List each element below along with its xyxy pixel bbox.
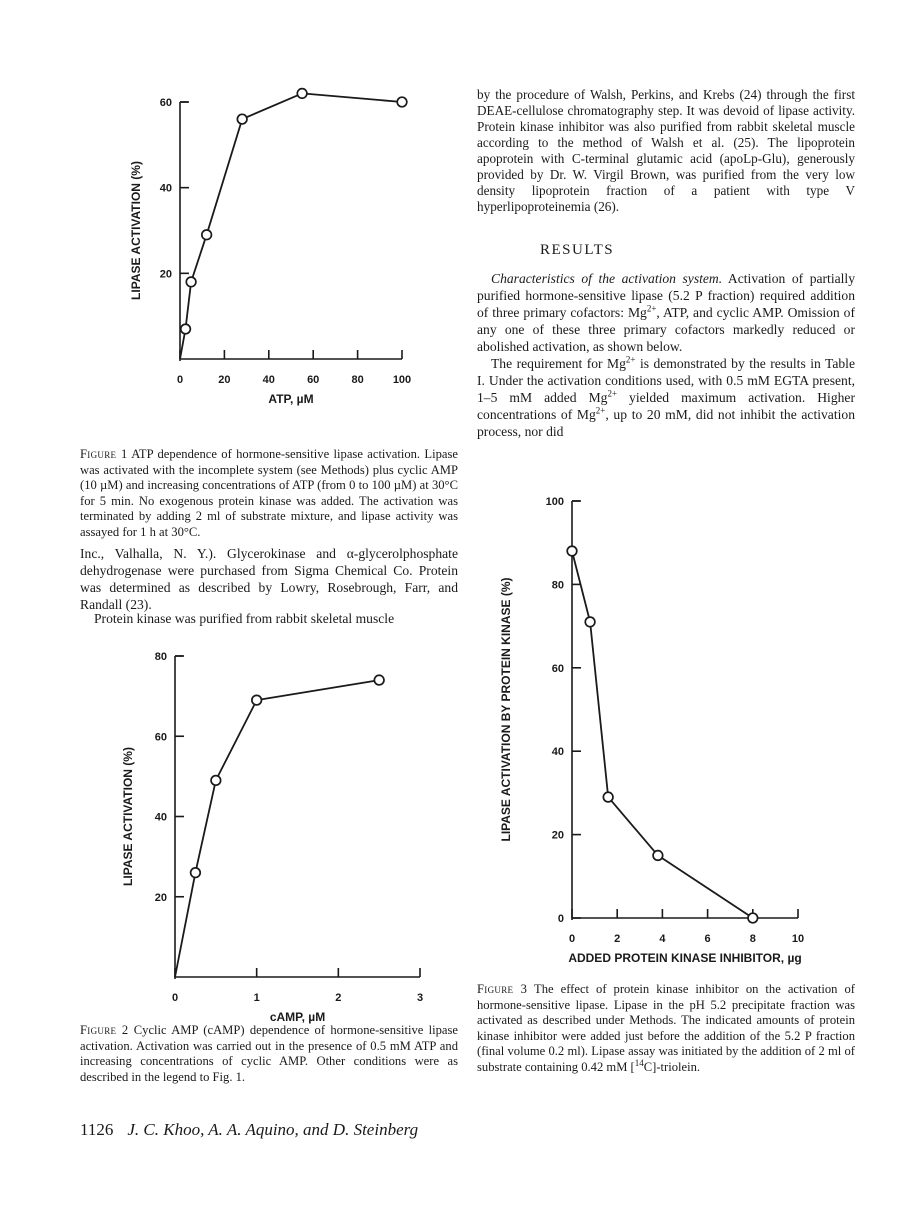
data-point [603, 792, 613, 802]
y-axis-label: LIPASE ACTIVATION (%) [121, 747, 135, 886]
x-tick-label: 0 [171, 992, 179, 1004]
right-paragraph-1: by the procedure of Walsh, Perkins, and Krebs (24) through the first DEAE-cellulose chromatography step. It was devoid of lipase activity. Protein kinase inhibitor was also purified from rabbit skeletal muscle according to the method of Walsh et al. (25). The lipoprotein apoprotein with C-terminal glutamic acid (apoLp-Glu), generously provided by Dr. W. Virgil Brown, was purified from the very low density lipoprotein fraction of a patient with type V hyperlipoproteinemia (26). [477, 87, 855, 214]
x-tick-label: 60 [307, 374, 320, 386]
x-tick-label: 20 [218, 374, 231, 386]
figure-1-plot [129, 89, 411, 406]
results-paragraph-1 [477, 270, 855, 355]
y-tick-label: 40 [551, 746, 564, 759]
results-paragraph-2-text-d: , up to 20 mM, did not inhibit the activation process, nor did [477, 407, 855, 439]
data-point [186, 277, 196, 287]
figure-1-chart [120, 82, 440, 406]
results-paragraph-2-text-b: is demonstrated by the results in Table I. Under the activation conditions used, with 0.5 mM EGTA present, 1–5 mM added Mg [477, 356, 855, 405]
x-tick-label: 2 [614, 933, 621, 945]
results-run-head: Characteristics of the activation system. [491, 271, 723, 286]
y-tick-label: 40 [159, 182, 172, 195]
results-paragraph-1-text-a: Activation of partially purified hormone-sensitive lipase (5.2 P fraction) required addition of three primary cofactors: Mg [477, 271, 855, 320]
data-point [297, 89, 307, 99]
x-tick-label: 8 [749, 933, 756, 945]
y-tick-label: 100 [545, 496, 564, 508]
results-paragraph-2-text-a: The requirement for Mg [491, 356, 626, 371]
figure-3-caption-text-a: The effect of protein kinase inhibitor on the activation of hormone-sensitive lipase. Lipase in the pH 5.2 precipitate fraction was activated as described under Methods. The indicated amounts of protein kinase inhibitor were added just before the addition of the 5.2 P fraction (final volume 0.2 ml). Lipase assay was initiated by the addition of 2 ml of substrate containing 0.42 mM [ [477, 982, 855, 1074]
figure-1-label: Figure 1 [80, 447, 128, 461]
y-tick-label: 20 [159, 268, 172, 281]
series-line [572, 551, 753, 918]
figure-2-plot [121, 651, 423, 1024]
results-heading: RESULTS [540, 242, 615, 258]
superscript: 2+ [646, 303, 657, 314]
data-point [567, 546, 577, 556]
y-tick-label: 20 [154, 891, 167, 904]
left-paragraph-1: Inc., Valhalla, N. Y.). Glycerokinase and α-glycerolphosphate dehydrogenase were purchased from Sigma Chemical Co. Protein was determined as described by Lowry, Rosebrough, Farr, and Randall (23). [80, 546, 458, 612]
x-tick-label: 1 [253, 992, 260, 1004]
figure-3-caption [477, 982, 855, 1075]
data-point [252, 695, 262, 705]
data-point [211, 776, 221, 786]
y-axis-label: LIPASE ACTIVATION BY PROTEIN KINASE (%) [499, 577, 513, 842]
y-axis-label: LIPASE ACTIVATION (%) [129, 161, 143, 300]
data-point [374, 675, 384, 685]
x-tick-label: 4 [659, 933, 666, 945]
y-tick-label: 80 [551, 579, 564, 592]
figure-2-chart [110, 645, 440, 1024]
figure-3-chart [490, 488, 830, 978]
superscript: 2+ [607, 388, 618, 399]
data-point [237, 114, 247, 124]
left-paragraph-2: Protein kinase was purified from rabbit skeletal muscle [94, 611, 395, 626]
figure-2-caption [80, 1023, 458, 1085]
x-tick-label: 3 [416, 992, 424, 1004]
data-point [181, 324, 191, 334]
x-tick-label: 2 [335, 992, 342, 1004]
results-paragraph-2 [477, 355, 855, 440]
y-tick-label: 60 [551, 662, 564, 675]
y-tick-label: 60 [159, 97, 172, 109]
author-line: J. C. Khoo, A. A. Aquino, and D. Steinberg [127, 1120, 419, 1139]
x-axis-label: ADDED PROTEIN KINASE INHIBITOR, µg [568, 951, 802, 965]
y-tick-label: 20 [551, 829, 564, 842]
x-tick-label: 6 [704, 933, 711, 945]
results-paragraph-1-text-b: , ATP, and cyclic AMP. Omission of any one of these three primary cofactors markedly reduced or abolished activation, as shown below. [477, 305, 856, 354]
y-tick-label: 60 [154, 731, 167, 744]
isotope-superscript: 14 [634, 1057, 644, 1068]
x-axis-label: ATP, µM [268, 392, 314, 406]
page-footer [80, 1120, 418, 1140]
x-tick-label: 100 [392, 374, 412, 386]
x-tick-label: 40 [262, 374, 275, 386]
figure-1-caption [80, 447, 458, 540]
x-tick-label: 0 [568, 933, 576, 945]
figure-2-label: Figure 2 [80, 1023, 129, 1037]
data-point [202, 230, 212, 240]
figure-3-caption-text-b: C]-triolein. [643, 1059, 701, 1074]
data-point [191, 868, 201, 878]
page-number: 1126 [80, 1120, 114, 1139]
x-axis-label: cAMP, µM [269, 1010, 326, 1024]
series-line [180, 93, 402, 359]
y-tick-label: 40 [154, 811, 167, 824]
figure-2-caption-text: Cyclic AMP (cAMP) dependence of hormone-sensitive lipase activation. Activation was carried out in the presence of 0.5 mM ATP and increasing concentrations of cyclic AMP. Other conditions were as described in the legend to Fig. 1. [80, 1023, 458, 1084]
figure-3-plot [499, 496, 804, 965]
data-point [653, 851, 663, 861]
x-tick-label: 80 [351, 374, 364, 386]
series-line [175, 680, 379, 977]
superscript: 2+ [625, 354, 636, 365]
data-point [748, 913, 758, 923]
data-point [585, 617, 595, 627]
x-tick-label: 0 [176, 374, 184, 386]
y-tick-label: 80 [154, 651, 167, 663]
figure-1-caption-text: ATP dependence of hormone-sensitive lipase activation. Lipase was activated with the incomplete system (see Methods) plus cyclic AMP (10 µM) and increasing concentrations of ATP (from 0 to 100 µM) at 30°C for 5 min. No exogenous protein kinase was added. The activation was terminated by adding 2 ml of substrate mixture, and lipase activity was assayed for 1 h at 30°C. [80, 447, 458, 539]
figure-3-label: Figure 3 [477, 982, 528, 996]
data-point [397, 97, 407, 107]
results-paragraph-2-text-c: yielded maximum activation. Higher concentrations of Mg [477, 390, 855, 422]
x-tick-label: 10 [791, 933, 805, 945]
superscript: 2+ [595, 405, 606, 416]
y-tick-label: 0 [557, 913, 564, 925]
